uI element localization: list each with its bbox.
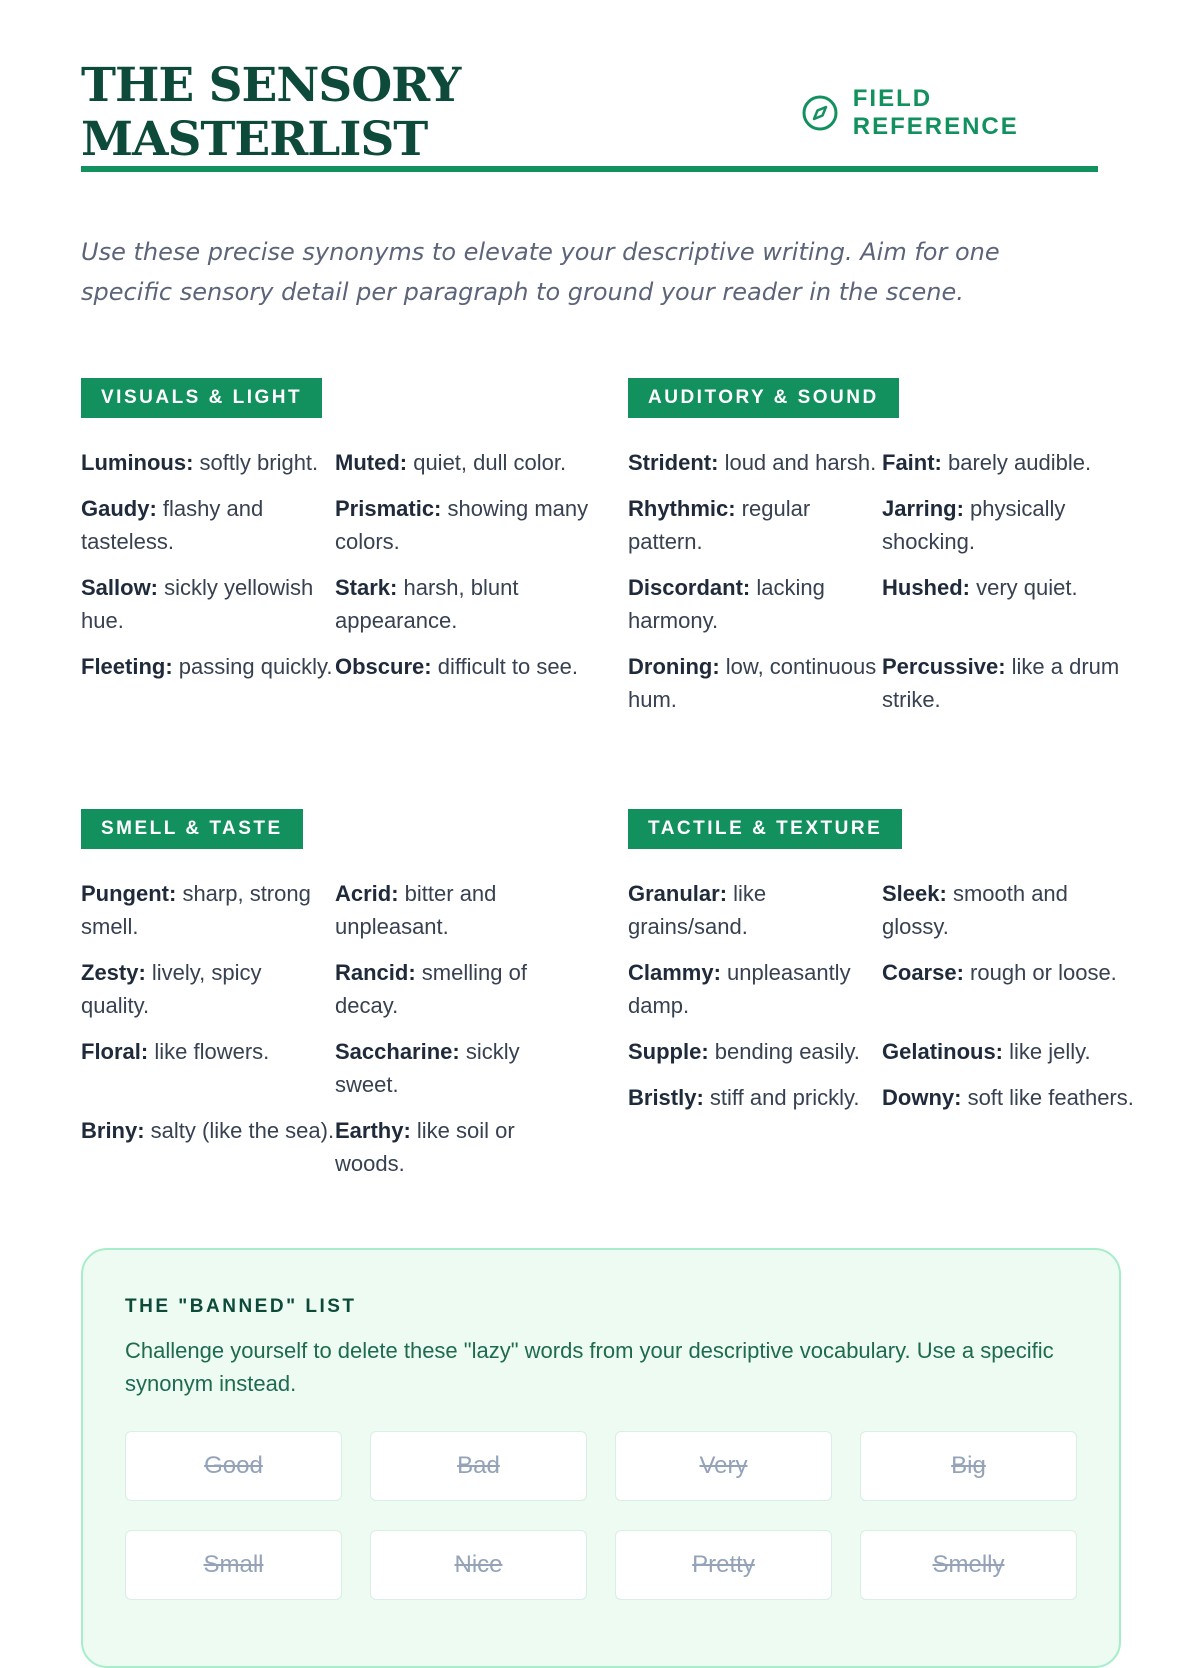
term-word: Clammy: [628,960,721,985]
term-item [882,1035,1136,1068]
banned-word-chip: Bad [370,1431,587,1501]
term-word: Jarring: [882,496,964,521]
term-definition: low, continuous hum. [628,654,877,712]
compass-icon [801,94,839,132]
term-definition: very quiet. [970,575,1078,600]
term-definition: physically shocking. [882,496,1066,554]
term-word: Granular: [628,881,728,906]
term-definition: soft like feathers. [961,1085,1134,1110]
intro-text: Use these precise synonyms to elevate your descriptive writing. Aim for one specific sensory detail per paragraph to ground your reader in the scene. [81,238,1000,306]
term-word: Acrid: [335,881,399,906]
term-item [628,492,882,558]
term-word: Luminous: [81,450,194,475]
field-reference-badge [801,85,1098,141]
term-item [81,1035,335,1101]
section-label: AUDITORY & SOUND [628,378,899,418]
term-item [628,571,882,637]
banned-word-chip: Pretty [615,1530,832,1600]
term-word: Coarse: [882,960,964,985]
term-definition: smelling of decay. [335,960,527,1018]
term-definition: lively, spicy quality. [81,960,262,1018]
term-item [882,956,1136,1022]
term-definition: barely audible. [941,450,1092,475]
term-word: Bristly: [628,1085,704,1110]
term-definition: like flowers. [148,1039,270,1064]
term-grid [628,877,1148,1114]
term-definition: showing many colors. [335,496,589,554]
term-word: Gaudy: [81,496,157,521]
section-auditory [628,378,1148,716]
term-item [81,571,335,637]
term-word: Fleeting: [81,654,173,679]
term-definition: like grains/sand. [628,881,767,939]
term-definition: regular pattern. [628,496,811,554]
banned-list-description: Challenge yourself to delete these "lazy" words from your descriptive vocabulary. Use a specific synonym instead. [125,1338,1054,1396]
term-item [81,492,335,558]
header [81,0,1098,167]
banned-word-chip: Big [860,1431,1077,1501]
sections [81,312,1134,1192]
term-word: Zesty: [81,960,146,985]
term-definition: difficult to see. [431,654,578,679]
term-word: Percussive: [882,654,1006,679]
term-definition: bending easily. [708,1039,860,1064]
term-definition: stiff and prickly. [703,1085,860,1110]
term-word: Earthy: [335,1118,411,1143]
section-label: SMELL & TASTE [81,809,303,849]
term-item [628,1035,882,1068]
term-word: Rhythmic: [628,496,736,521]
term-item [335,446,589,479]
term-item [335,650,589,683]
term-word: Supple: [628,1039,709,1064]
term-definition: lacking harmony. [628,575,825,633]
term-item [81,446,335,479]
term-word: Obscure: [335,654,432,679]
term-definition: sharp, strong smell. [81,881,311,939]
term-definition: quiet, dull color. [407,450,567,475]
term-item [335,571,589,637]
term-item [628,877,882,943]
term-word: Droning: [628,654,720,679]
section-label: VISUALS & LIGHT [81,378,322,418]
term-word: Faint: [882,450,942,475]
term-item [882,877,1136,943]
banned-word-chip: Smelly [860,1530,1077,1600]
term-definition: unpleasantly damp. [628,960,851,1018]
section-tactile [628,809,1148,1114]
term-definition: passing quickly. [172,654,333,679]
banned-word-chip: Nice [370,1530,587,1600]
term-grid [628,446,1148,716]
term-word: Discordant: [628,575,751,600]
term-item [81,956,335,1022]
term-definition: like a drum strike. [882,654,1120,712]
term-word: Gelatinous: [882,1039,1004,1064]
section-smell-taste [81,809,601,1180]
term-item [335,1035,589,1101]
banned-list-title: THE "BANNED" LIST [125,1296,357,1317]
term-item [882,492,1136,558]
term-definition: sickly yellowish hue. [81,575,314,633]
term-definition: harsh, blunt appearance. [335,575,519,633]
field-reference-label: FIELD REFERENCE [852,85,1019,140]
term-item [628,1081,882,1114]
term-item [628,446,882,479]
term-item [628,650,882,716]
term-item [81,877,335,943]
term-item [335,956,589,1022]
term-definition: like jelly. [1003,1039,1091,1064]
term-item [882,1081,1136,1114]
term-word: Sallow: [81,575,159,600]
term-definition: bitter and unpleasant. [335,881,497,939]
term-grid [81,877,601,1180]
term-definition: loud and harsh. [718,450,877,475]
term-item [335,877,589,943]
term-definition: salty (like the sea). [144,1118,335,1143]
banned-words-grid [125,1431,1077,1600]
term-definition: smooth and glossy. [882,881,1068,939]
term-word: Prismatic: [335,496,442,521]
term-word: Rancid: [335,960,416,985]
term-item [335,492,589,558]
term-definition: like soil or woods. [335,1118,515,1176]
term-item [882,446,1136,479]
section-label: TACTILE & TEXTURE [628,809,902,849]
term-item [335,1114,589,1180]
term-grid [81,446,601,683]
term-word: Stark: [335,575,398,600]
term-word: Strident: [628,450,719,475]
term-word: Downy: [882,1085,962,1110]
term-word: Pungent: [81,881,177,906]
term-item [81,1114,335,1180]
banned-word-chip: Small [125,1530,342,1600]
term-word: Floral: [81,1039,149,1064]
term-word: Saccharine: [335,1039,460,1064]
term-definition: softly bright. [193,450,319,475]
term-definition: rough or loose. [963,960,1117,985]
term-item [882,571,1136,637]
term-word: Briny: [81,1118,145,1143]
term-word: Sleek: [882,881,947,906]
term-definition: sickly sweet. [335,1039,520,1097]
banned-word-chip: Good [125,1431,342,1501]
section-visuals [81,378,601,683]
term-word: Hushed: [882,575,970,600]
term-item [81,650,335,683]
term-word: Muted: [335,450,408,475]
banned-list-panel [81,1248,1121,1668]
banned-word-chip: Very [615,1431,832,1501]
page-title: THE SENSORY MASTERLIST [81,58,461,167]
term-item [882,650,1136,716]
term-item [628,956,882,1022]
term-definition: flashy and tasteless. [81,496,264,554]
